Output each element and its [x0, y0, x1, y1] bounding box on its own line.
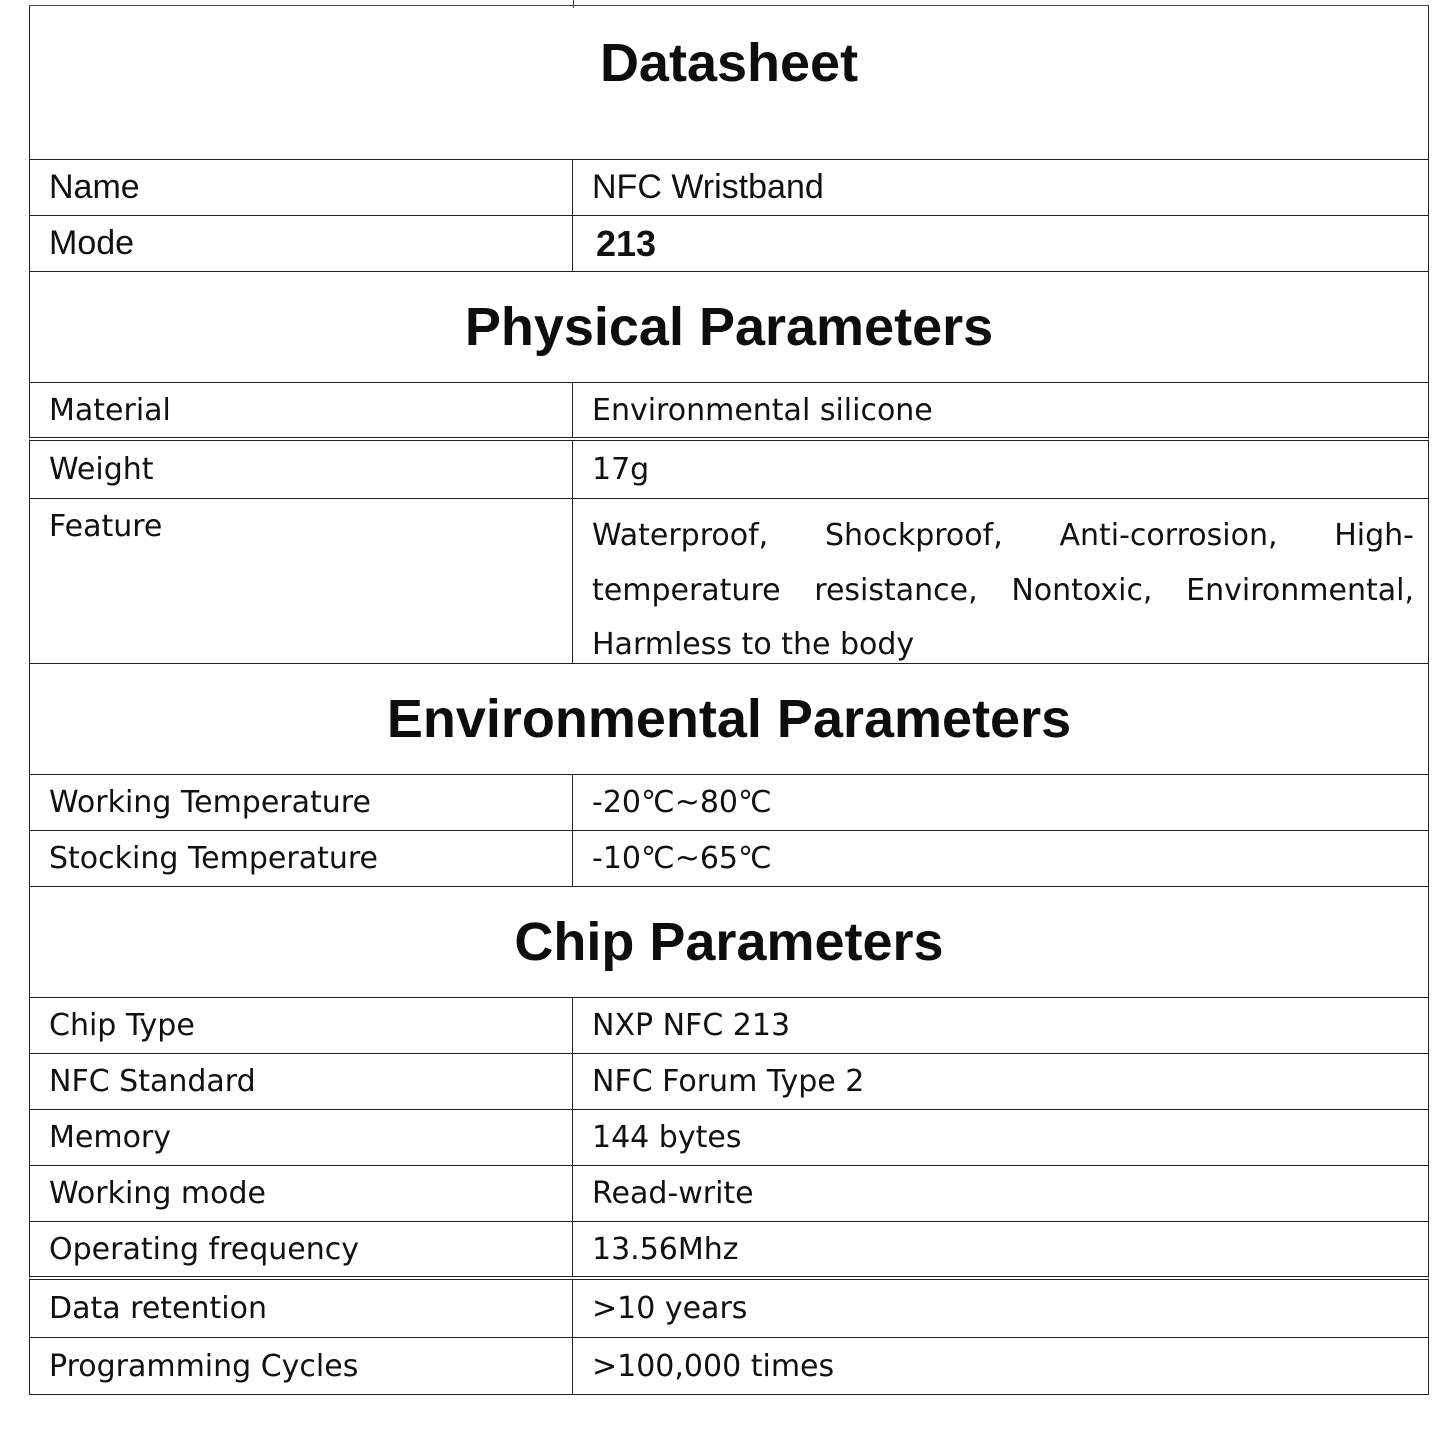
- table-row-stocking-temperature: [29, 831, 1429, 887]
- material-value: Environmental silicone: [592, 392, 933, 428]
- table-row-name: [29, 160, 1429, 216]
- datasheet-title-row: [29, 6, 1429, 160]
- mode-label: Mode: [30, 216, 573, 271]
- environmental-heading-row: [29, 664, 1429, 775]
- chip-heading: Chip Parameters: [514, 912, 944, 972]
- table-row-nfc-standard: [29, 1054, 1429, 1110]
- data-retention-value: >10 years: [592, 1291, 748, 1326]
- nfc-standard-value: NFC Forum Type 2: [592, 1064, 865, 1099]
- environmental-heading: Environmental Parameters: [386, 689, 1072, 749]
- table-row-memory: [29, 1110, 1429, 1166]
- working-mode-value: Read-write: [592, 1176, 754, 1211]
- operating-frequency-label: Operating frequency: [30, 1222, 573, 1276]
- table-row-working-temperature: [29, 775, 1429, 831]
- physical-heading-row: [29, 272, 1429, 383]
- table-row-working-mode: [29, 1166, 1429, 1222]
- nfc-standard-label: NFC Standard: [30, 1054, 573, 1109]
- name-label: Name: [30, 160, 573, 215]
- data-retention-label: Data retention: [30, 1280, 573, 1337]
- feature-label: Feature: [30, 499, 573, 663]
- working-temperature-value: -20℃~80℃: [592, 785, 772, 820]
- table-row-mode: [29, 216, 1429, 272]
- table-row-programming-cycles: [29, 1338, 1429, 1395]
- weight-value: 17g: [592, 452, 650, 487]
- feature-value: Waterproof, Shockproof, Anti-corrosion, High-temperature resistance, Nontoxic, Environmental, Harmless to the body: [592, 518, 1414, 662]
- table-row-chip-type: [29, 998, 1429, 1054]
- operating-frequency-value: 13.56Mhz: [592, 1231, 739, 1267]
- stocking-temperature-value: -10℃~65℃: [592, 841, 772, 876]
- chip-type-label: Chip Type: [30, 998, 573, 1053]
- material-label: Material: [30, 383, 573, 437]
- datasheet-title: Datasheet: [599, 32, 859, 93]
- name-value: NFC Wristband: [592, 168, 824, 206]
- datasheet-table: [29, 5, 1429, 1395]
- programming-cycles-value: >100,000 times: [592, 1348, 835, 1384]
- memory-label: Memory: [30, 1110, 573, 1165]
- working-mode-label: Working mode: [30, 1166, 573, 1221]
- physical-heading: Physical Parameters: [464, 297, 994, 357]
- weight-label: Weight: [30, 441, 573, 498]
- table-row-weight: [29, 441, 1429, 499]
- stocking-temperature-label: Stocking Temperature: [30, 831, 573, 886]
- chip-heading-row: [29, 887, 1429, 998]
- memory-value: 144 bytes: [592, 1120, 742, 1155]
- working-temperature-label: Working Temperature: [30, 775, 573, 830]
- table-row-data-retention: [29, 1280, 1429, 1338]
- table-row-material: [29, 383, 1429, 441]
- table-row-operating-frequency: [29, 1222, 1429, 1280]
- table-row-feature: [29, 499, 1429, 664]
- programming-cycles-label: Programming Cycles: [30, 1338, 573, 1394]
- mode-value: 213: [596, 222, 657, 264]
- chip-type-value: NXP NFC 213: [592, 1008, 791, 1043]
